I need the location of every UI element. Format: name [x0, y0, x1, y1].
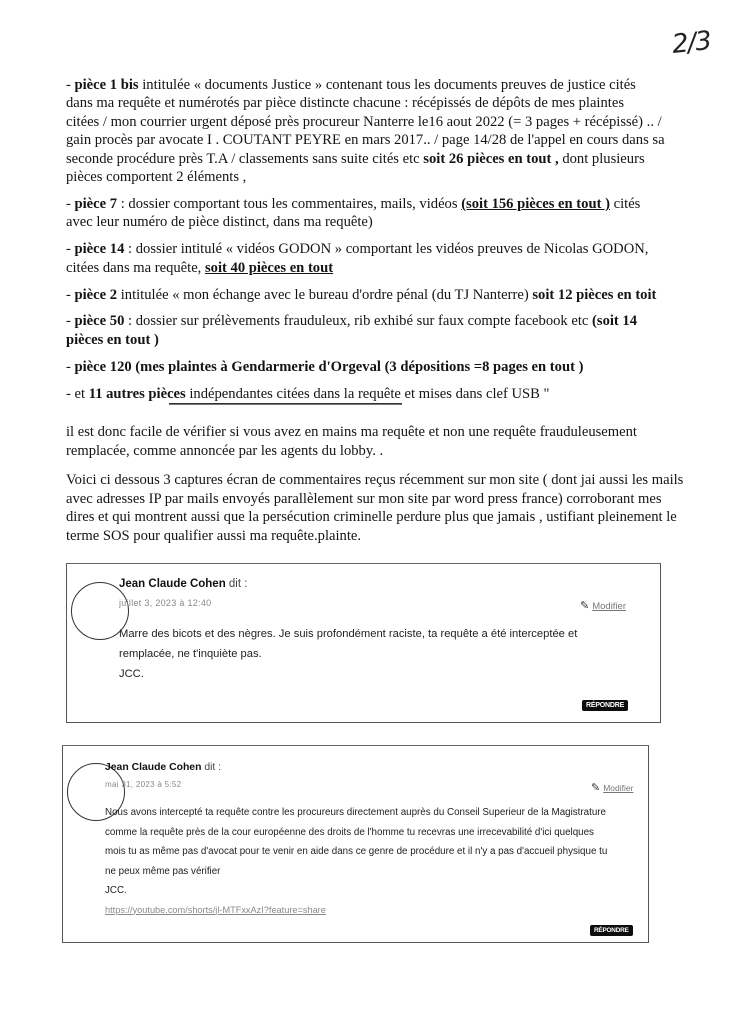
edit-label: Modifier [592, 601, 627, 612]
comment-author-line [119, 578, 247, 590]
reply-button[interactable]: RÉPONDRE [582, 700, 628, 711]
comment-line: Marre des bicots et des nègres. Je suis profondément raciste, ta requête a été interceptée et [119, 628, 578, 640]
item-text: : dossier comportant tous les commentaires, mails, vidéos [117, 195, 462, 212]
comment-author-line [105, 762, 221, 773]
edit-link[interactable] [591, 781, 633, 794]
item-count: (soit 156 pièces en tout ) [461, 195, 610, 212]
item-text: : dossier sur prélèvements frauduleux, rib exhibé sur faux compte facebook etc [124, 313, 593, 330]
item-text-continued: citées / mon courrier urgent déposé près procureur Nanterre le16 aout 2022 (= 3 pages + récépissé) .. / gain procès par avocate I . COUTANT PEYRE en mars 2017.. / page 14/28 de l'appel en cours dans sa seconde procédure près T.A / classements sans suite cités etc [66, 113, 665, 167]
comment-body [119, 624, 619, 684]
item-label: pièce 50 [74, 313, 125, 330]
comment-says: dit : [201, 762, 222, 773]
comment-line: Nous avons intercepté ta requête contre les procureurs directement auprès du Conseil Superieur de la Magistrature [105, 807, 606, 818]
list-item-piece-120: - pièce 120 (mes plaintes à Gendarmerie d'Orgeval (3 dépositions =8 pages en tout ) [66, 358, 584, 375]
comment-body [105, 803, 625, 920]
verification-paragraph: il est donc facile de vérifier si vous avez en mains ma requête et non une requête frauduleusement remplacée, comme annoncée par les agents du lobby. . [66, 424, 637, 459]
item-prefix: et [74, 385, 89, 402]
item-label: 11 autres pièces [88, 385, 186, 402]
item-label: pièce 7 [74, 195, 118, 212]
edit-label: Modifier [603, 783, 634, 793]
item-text: indépendantes citées dans la requête et mises dans clef USB " [185, 385, 550, 402]
comment-author[interactable]: Jean Claude Cohen [119, 578, 226, 590]
reply-button[interactable]: RÉPONDRE [590, 925, 633, 936]
youtube-link[interactable]: https://youtube.com/shorts/jl-MTFxxAzI?feature=share [105, 904, 326, 915]
comment-line: comme la requête près de la cour européenne des droits de l'homme tu recevras une irrecevabilité d'ici quelques [105, 826, 594, 838]
comment-author[interactable]: Jean Claude Cohen [105, 762, 202, 773]
list-item-piece-7: - pièce 7 : dossier comportant tous les commentaires, mails, vidéos (soit 156 pièces en tout ) cités avec leur numéro de pièce distinct, dans ma requête) [66, 195, 641, 231]
item-label: pièce 120 (mes plaintes à Gendarmerie d'Orgeval (3 dépositions =8 pages en tout ) [74, 358, 584, 375]
separator-line [169, 403, 402, 405]
comment-date[interactable]: mai 31, 2023 à 5:52 [105, 780, 182, 789]
list-item-piece-1bis: - pièce 1 bis intitulée « documents Justice » contenant tous les documents preuves de justice cités dans ma requête et numérotés par pièce distincte chacune : récépissés de dépôts de mes plaintes citées / mon courrier urgent déposé près procureur Nanterre le16 aout 2022 (= 3 pages + récépissé) .. / gain procès par avocate I . COUTANT PEYRE en mars 2017.. / page 14/28 de l'appel en cours dans sa seconde procédure près T.A / classements sans suite cités etc soit 26 pièces en tout , dont plusieurs pièces comportent 2 éléments , [66, 77, 665, 186]
item-count: soit 12 pièces en toit [532, 286, 657, 303]
evidence-list [66, 76, 666, 412]
comment-signature: JCC. [105, 885, 127, 896]
comment-date[interactable]: juillet 3, 2023 à 12:40 [119, 598, 212, 608]
item-label: pièce 1 bis [74, 77, 139, 93]
comment-says: dit : [225, 578, 248, 590]
item-count: soit 40 pièces en tout [204, 259, 334, 276]
handwritten-page-number: 2/3 [670, 26, 713, 60]
comment-line: remplacée, ne t'inquiète pas. [119, 648, 262, 660]
item-count: soit 26 pièces en tout , [423, 150, 559, 167]
comment-line: ne peux même pas vérifier [105, 865, 221, 877]
item-text: intitulée « documents Justice » contenant tous les documents preuves de justice cités dans ma requête et numérotés par pièce distincte chacune : récépissés de dépôts de mes plaintes [66, 77, 636, 112]
body-paragraphs [66, 423, 691, 557]
item-text-tail: cités avec leur numéro de pièce distinct, dans ma requête) [66, 195, 641, 231]
screenshots-intro-paragraph: Voici ci dessous 3 captures écran de commentaires reçus récemment sur mon site ( dont jai aussi les mails avec adresses IP par mails envoyés parallèlement sur mon site par word press france) corroborant mes dires et qui montrent aussi que la persécution criminelle perdure plus que jamais , ustifiant pleinement le terme SOS pour qualifier aussi ma requête.plainte. [66, 472, 684, 544]
comment-card [62, 745, 649, 943]
item-text: intitulée « mon échange avec le bureau d'ordre pénal (du TJ Nanterre) [117, 286, 533, 303]
list-item-piece-50: - pièce 50 : dossier sur prélèvements frauduleux, rib exhibé sur faux compte facebook etc (soit 14 pièces en tout ) [66, 313, 638, 348]
edit-icon: ✎ [591, 782, 601, 794]
list-item-piece-2: - pièce 2 intitulée « mon échange avec le bureau d'ordre pénal (du TJ Nanterre) soit 12 pièces en toit [66, 286, 657, 303]
item-text-tail: dont plusieurs pièces comportent 2 éléments , [66, 150, 645, 186]
item-label: pièce 2 [74, 286, 118, 303]
list-item-other-pieces: - et 11 autres pièces indépendantes citées dans la requête et mises dans clef USB " [66, 385, 550, 402]
comment-signature: JCC. [119, 668, 144, 680]
comment-card [66, 563, 661, 723]
item-label: pièce 14 [74, 241, 125, 258]
item-text: : dossier intitulé « vidéos GODON » comportant les vidéos preuves de Nicolas GODON, citées dans ma requête, [66, 241, 649, 276]
list-item-piece-14: - pièce 14 : dossier intitulé « vidéos GODON » comportant les vidéos preuves de Nicolas GODON, citées dans ma requête, soit 40 pièces en tout [66, 241, 649, 276]
comment-line: mois tu as même pas d'avocat pour te venir en aide dans ce genre de procédure et il n'y a pas d'accueil physique tu [105, 846, 608, 857]
edit-link[interactable] [580, 599, 626, 612]
edit-icon: ✎ [580, 600, 590, 612]
item-count: (soit 14 pièces en tout ) [66, 313, 638, 348]
